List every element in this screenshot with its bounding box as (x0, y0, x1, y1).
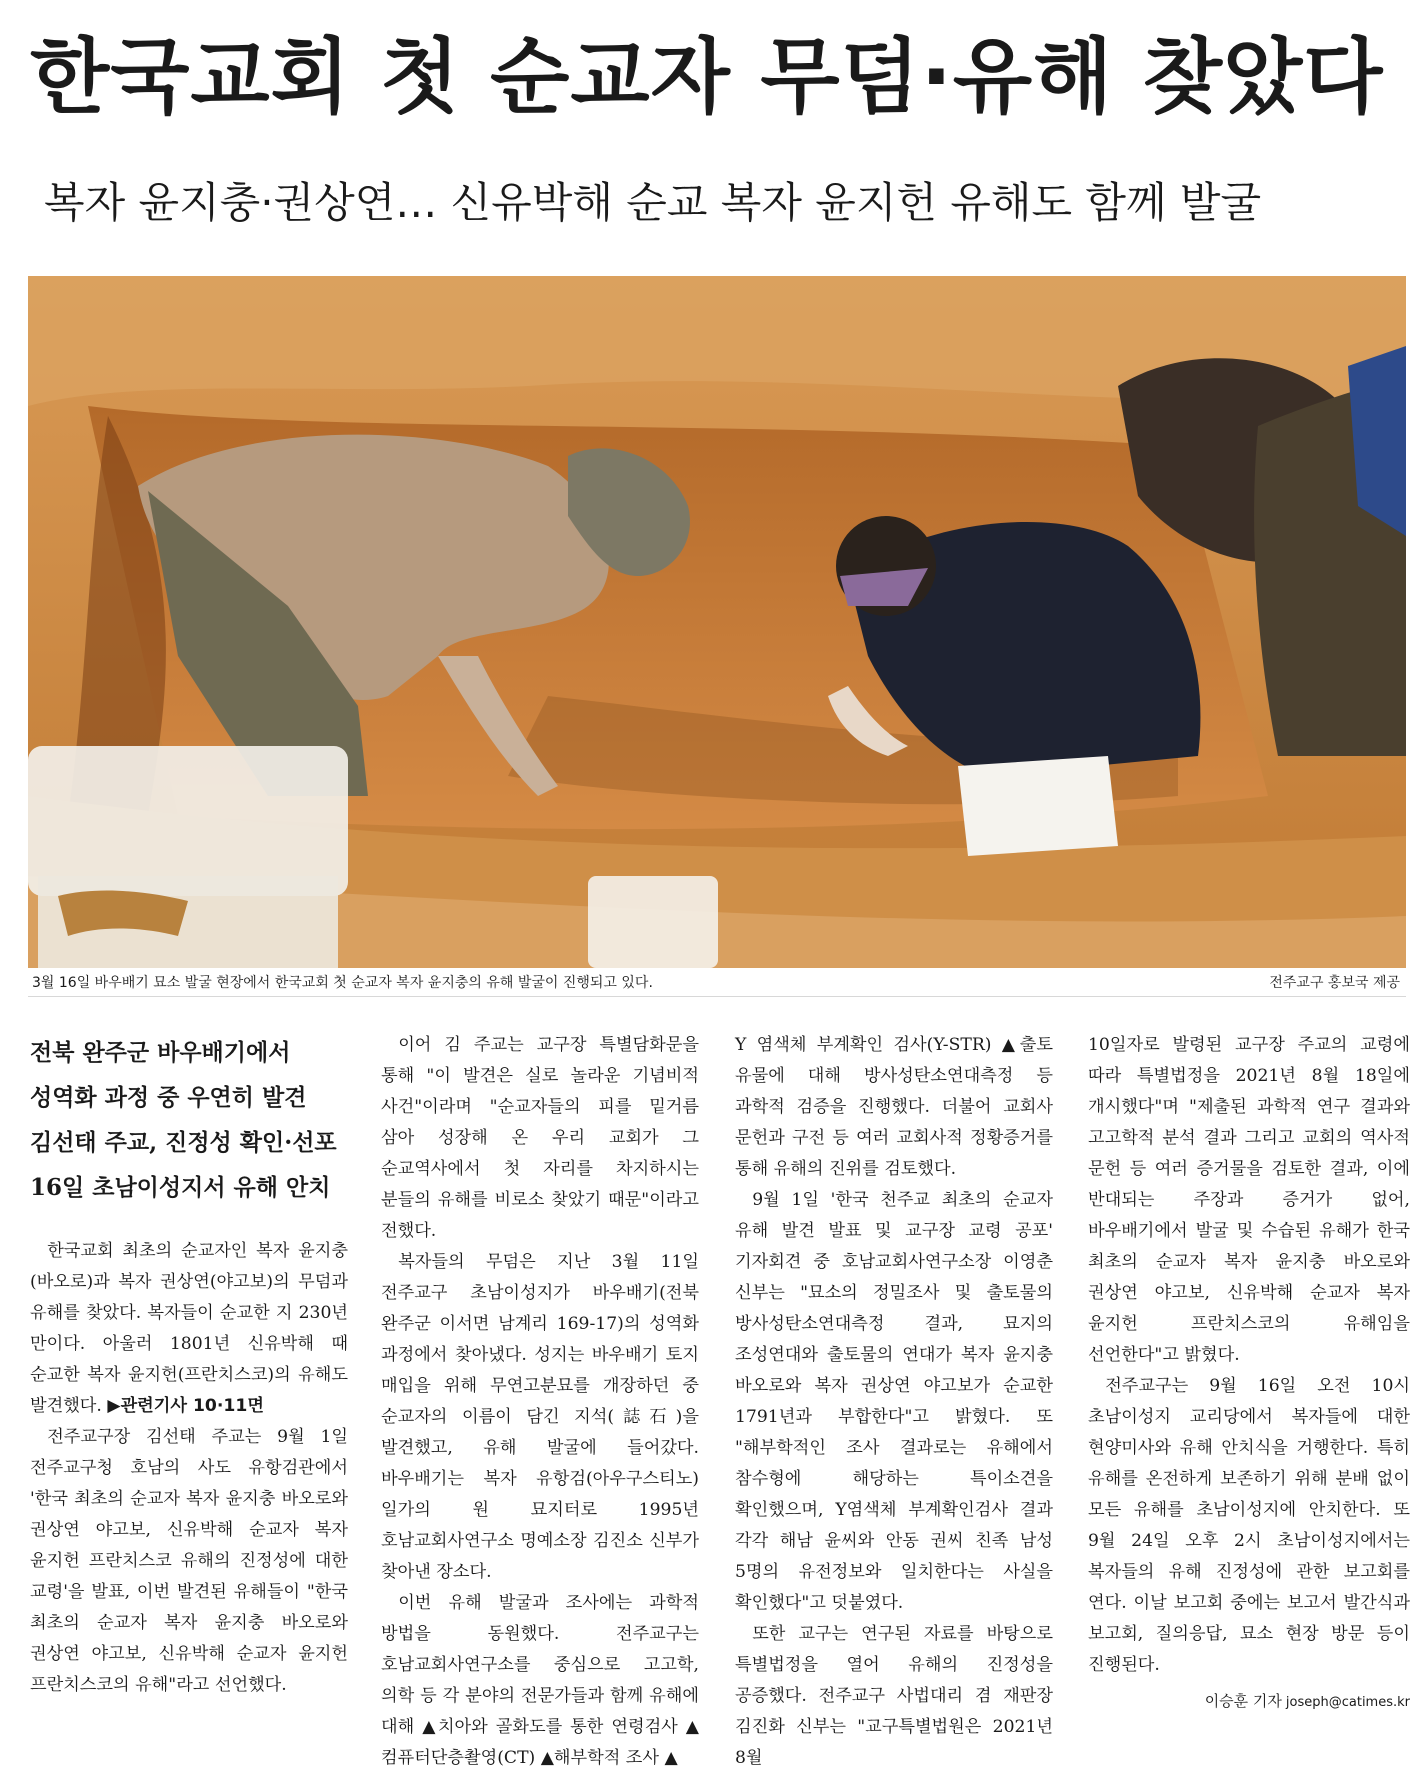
article-column-1 (30, 1030, 348, 1710)
article-column-3 (735, 1030, 1053, 1768)
paragraph: 전주교구장 김선태 주교는 9월 1일 전주교구청 호남의 사도 유항검관에서 '한국 최초의 순교자 복자 윤지충 바오로와 권상연 야고보, 신유박해 순교자 복자 윤지헌 프란치스코 유해의 진정성에 대한 교령'을 발표, 이번 발견된 유해들이 "한국 최초의 순교자 복자 윤지충 바오로와 권상연 야고보, 신유박해 순교자 윤지헌 프란치스코의 유해"라고 선언했다. (30, 1427, 348, 1695)
subheadline: 복자 윤지충·권상연… 신유박해 순교 복자 윤지헌 유해도 함께 발굴 (44, 178, 1262, 227)
paragraph: 이번 유해 발굴과 조사에는 과학적 방법을 동원했다. 전주교구는 호남교회사연구소를 중심으로 고고학, 의학 등 각 분야의 전문가들과 함께 유해에 대해 ▲치아와 골화도를 통한 연령검사 ▲컴퓨터단층촬영(CT) ▲해부학적 조사 ▲ (381, 1593, 699, 1768)
summary-line: 김선태 주교, 진정성 확인·선포 (30, 1129, 337, 1156)
article-column-2 (381, 1030, 699, 1768)
paragraph (30, 1236, 348, 1422)
photo-caption: 3월 16일 바우배기 묘소 발굴 현장에서 한국교회 첫 순교자 복자 윤지충의 유해 발굴이 진행되고 있다. (32, 975, 653, 991)
excavation-scene-illustration (28, 276, 1406, 968)
excavation-photo (28, 276, 1406, 968)
photo-credit: 전주교구 홍보국 제공 (1269, 975, 1400, 991)
reporter-name: 이승훈 기자 (1204, 1692, 1282, 1710)
summary-line: 16일 초남이성지서 유해 안치 (30, 1174, 331, 1201)
article-column-4 (1088, 1030, 1410, 1710)
paragraph: 또한 교구는 연구된 자료를 바탕으로 특별법정을 열어 유해의 진정성을 공증했다. 전주교구 사법대리 겸 재판장 김진화 신부는 "교구특별법원은 2021년 8월 (735, 1624, 1053, 1768)
summary-line: 성역화 과정 중 우연히 발견 (30, 1084, 307, 1111)
paragraph: 9월 1일 '한국 천주교 최초의 순교자 유해 발견 발표 및 교구장 교령 공포' 기자회견 중 호남교회사연구소장 이영춘 신부는 "묘소의 정밀조사 및 출토물의 방사성탄소연대측정 결과, 묘지의 조성연대와 출토물의 연대가 복자 윤지충 바오로와 복자 권상연 야고보가 순교한 1791년과 부합한다"고 밝혔다. 또 "해부학적인 조사 결과로는 유해에서 참수형에 해당하는 특이소견을 확인했으며, Y염색체 부계확인검사 결과 각각 해남 윤씨와 안동 권씨 친족 남성 5명의 유전정보와 일치한다는 사실을 확인했다"고 덧붙였다. (735, 1190, 1053, 1613)
photo-caption-bar (28, 970, 1406, 997)
paragraph: 전주교구는 9월 16일 오전 10시 초남이성지 교리당에서 복자들에 대한 현양미사와 유해 안치식을 거행한다. 특히 유해를 온전하게 보존하기 위해 분배 없이 모든 유해를 초남이성지에 안치한다. 또 9월 24일 오후 2시 초남이성지에서는 복자들의 유해 진정성에 관한 보고회를 연다. 이날 보고회 중에는 보고서 발간식과 보고회, 질의응답, 묘소 현장 방문 등이 진행된다. (1088, 1376, 1410, 1675)
byline (1088, 1687, 1410, 1717)
headline: 한국교회 첫 순교자 무덤·유해 찾았다 (30, 30, 1384, 125)
paragraph: 복자들의 무덤은 지난 3월 11일 전주교구 초남이성지가 바우배기(전북 완주군 이서면 남계리 169-17)의 성역화 과정에서 찾아냈다. 성지는 바우배기 토지 매입을 위해 무연고분묘를 개장하던 중 순교자의 이름이 담긴 지석(誌石)을 발견했고, 유해 발굴에 들어갔다. 바우배기는 복자 유항검(아우구스티노) 일가의 원 묘지터로 1995년 호남교회사연구소 명예소장 김진소 신부가 찾아낸 장소다. (381, 1252, 699, 1582)
paragraph: 이어 김 주교는 교구장 특별담화문을 통해 "이 발견은 실로 놀라운 기념비적 사건"이라며 "순교자들의 피를 밑거름 삼아 성장해 온 우리 교회가 그 순교역사에서 첫 자리를 차지하시는 분들의 유해를 비로소 찾았기 때문"이라고 전했다. (381, 1035, 699, 1241)
summary-box (30, 1030, 348, 1210)
related-articles-link[interactable]: ▶관련기사 10·11면 (107, 1396, 264, 1416)
paragraph-text: 한국교회 최초의 순교자인 복자 윤지충(바오로)과 복자 권상연(야고보)의 무덤과 유해를 찾았다. 복자들이 순교한 지 230년 만이다. 아울러 1801년 신유박해 때 순교한 복자 윤지헌(프란치스코)의 유해도 발견했다. (30, 1241, 348, 1416)
paragraph: 10일자로 발령된 교구장 주교의 교령에 따라 특별법정을 2021년 8월 18일에 개시했다"며 "제출된 과학적 연구 결과와 고고학적 분석 결과 그리고 교회의 역사적 문헌 등 여러 증거물을 검토한 결과, 이에 반대되는 주장과 증거가 없어, 바우배기에서 발굴 및 수습된 유해가 한국 최초의 순교자 복자 윤지충 바오로와 권상연 야고보, 신유박해 순교자 복자 윤지헌 프란치스코의 유해임을 선언한다"고 밝혔다. (1088, 1035, 1410, 1365)
summary-line: 전북 완주군 바우배기에서 (30, 1039, 291, 1066)
reporter-email[interactable]: joseph@catimes.kr (1285, 1695, 1410, 1710)
paragraph: Y 염색체 부계확인 검사(Y-STR) ▲출토 유물에 대해 방사성탄소연대측정 등 과학적 검증을 진행했다. 더불어 교회사 문헌과 구전 등 여러 교회사적 정황증거를 통해 유해의 진위를 검토했다. (735, 1035, 1053, 1179)
